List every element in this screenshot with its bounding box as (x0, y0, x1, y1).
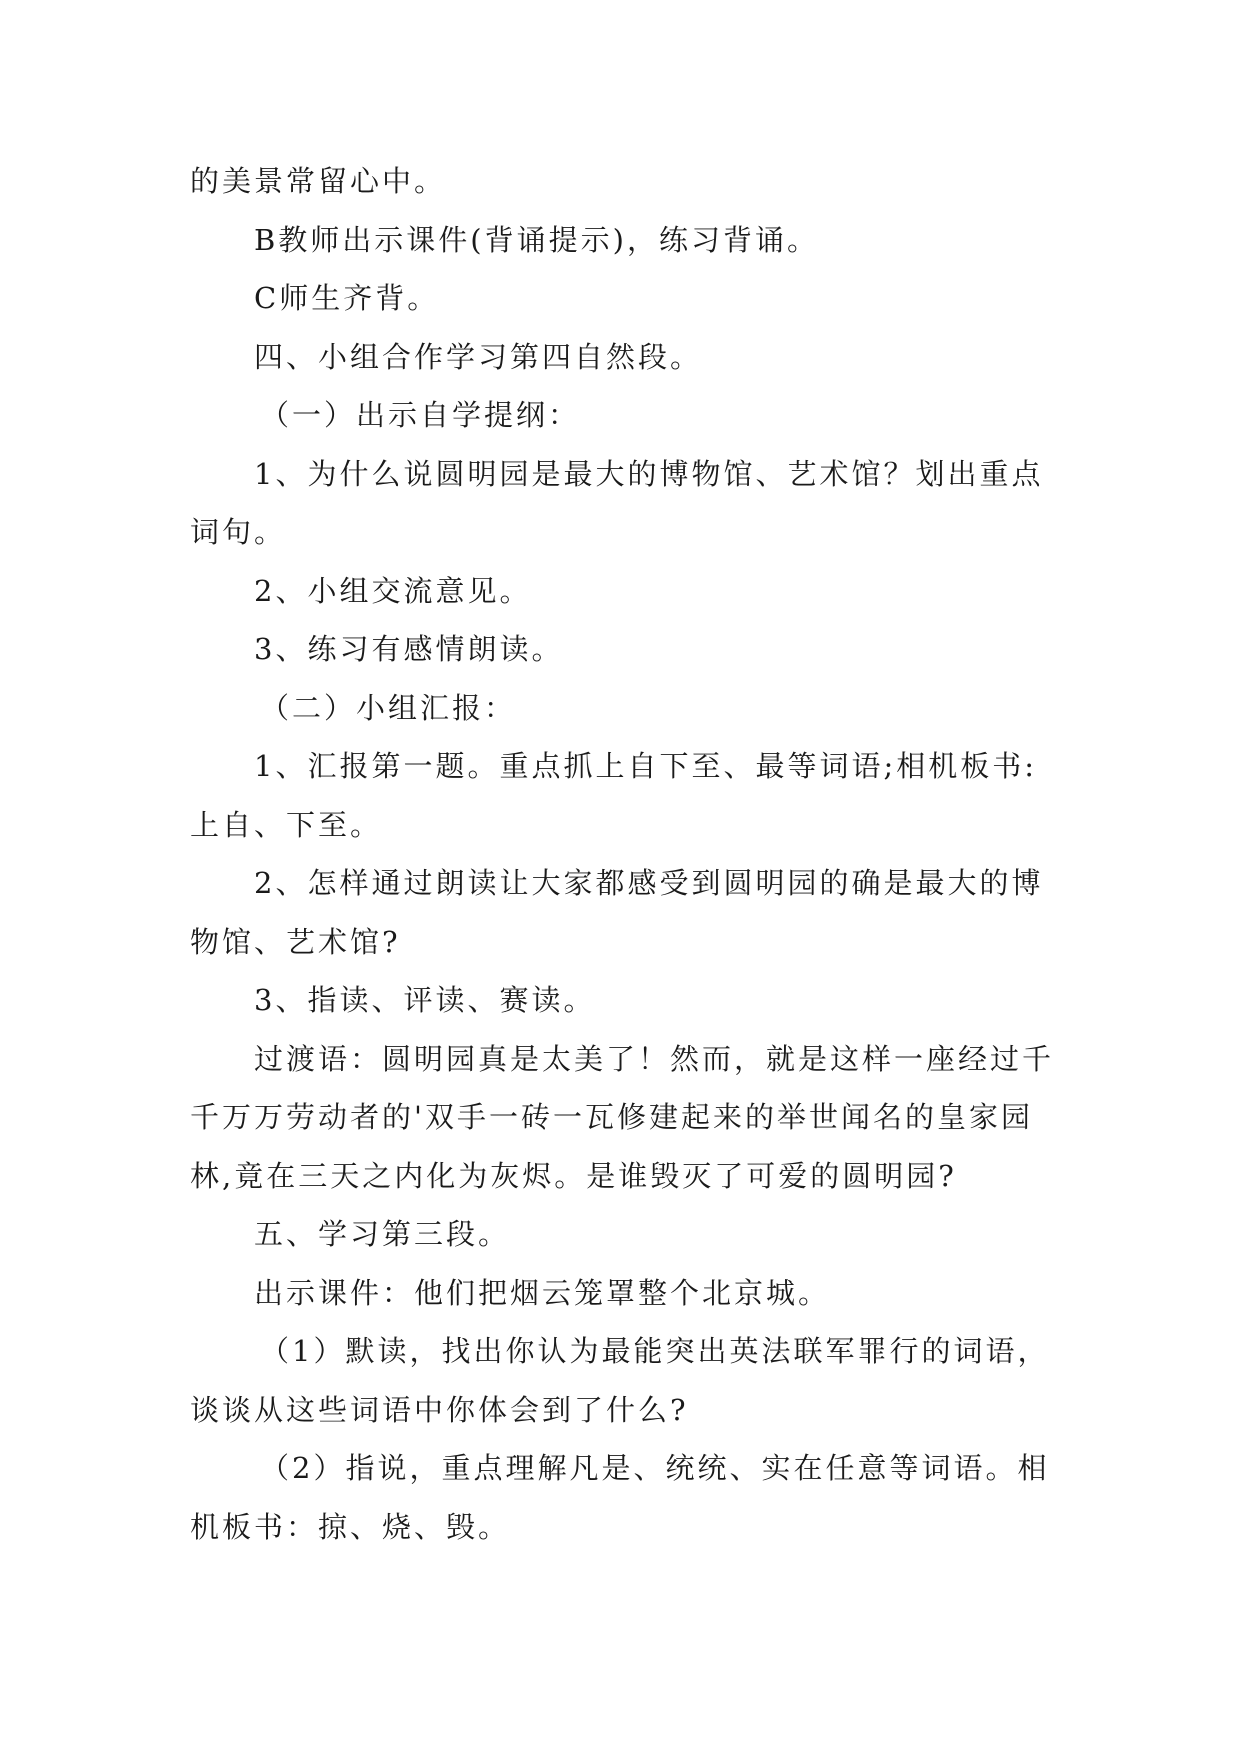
list-item-question-3: 3、练习有感情朗读。 (254, 632, 564, 666)
subheading-study-outline: （一）出示自学提纲： (260, 398, 581, 432)
list-item-explain: （2）指说，重点理解凡是、统统、实在任意等词语。相机板书：掠、烧、毁。 (190, 1451, 1050, 1544)
list-item-silent-reading: （1）默读，找出你认为最能突出英法联军罪行的词语，谈谈从这些词语中你体会到了什么? (190, 1334, 1050, 1427)
paragraph-transition: 过渡语：圆明园真是太美了！然而，就是这样一座经过千千万万劳动者的'双手一砖一瓦修建起来的举世闻名的皇家园林,竟在三天之内化为灰烬。是谁毁灭了可爱的圆明园? (190, 1041, 1055, 1193)
subheading-group-report: （二）小组汇报： (260, 690, 517, 725)
list-item-report-3: 3、指读、评读、赛读。 (254, 983, 596, 1017)
paragraph-recite-hint: B教师出示课件(背诵提示)，练习背诵。 (254, 222, 819, 257)
paragraph-courseware: 出示课件：他们把烟云笼罩整个北京城。 (254, 1275, 831, 1310)
list-item-question-1: 1、为什么说圆明园是最大的博物馆、艺术馆？划出重点词句。 (190, 456, 1044, 549)
list-item-report-2: 2、怎样通过朗读让大家都感受到圆明园的确是最大的博物馆、艺术馆? (190, 866, 1044, 959)
document-body (190, 152, 1060, 1556)
list-item-report-1: 1、汇报第一题。重点抓上自下至、最等词语;相机板书:上自、下至。 (190, 749, 1037, 842)
list-item-question-2: 2、小组交流意见。 (254, 573, 532, 608)
section-heading-four: 四、小组合作学习第四自然段。 (254, 339, 703, 374)
paragraph-recite-together: C师生齐背。 (254, 281, 440, 315)
paragraph-continuation: 的美景常留心中。 (190, 164, 447, 198)
section-heading-five: 五、学习第三段。 (254, 1217, 511, 1251)
